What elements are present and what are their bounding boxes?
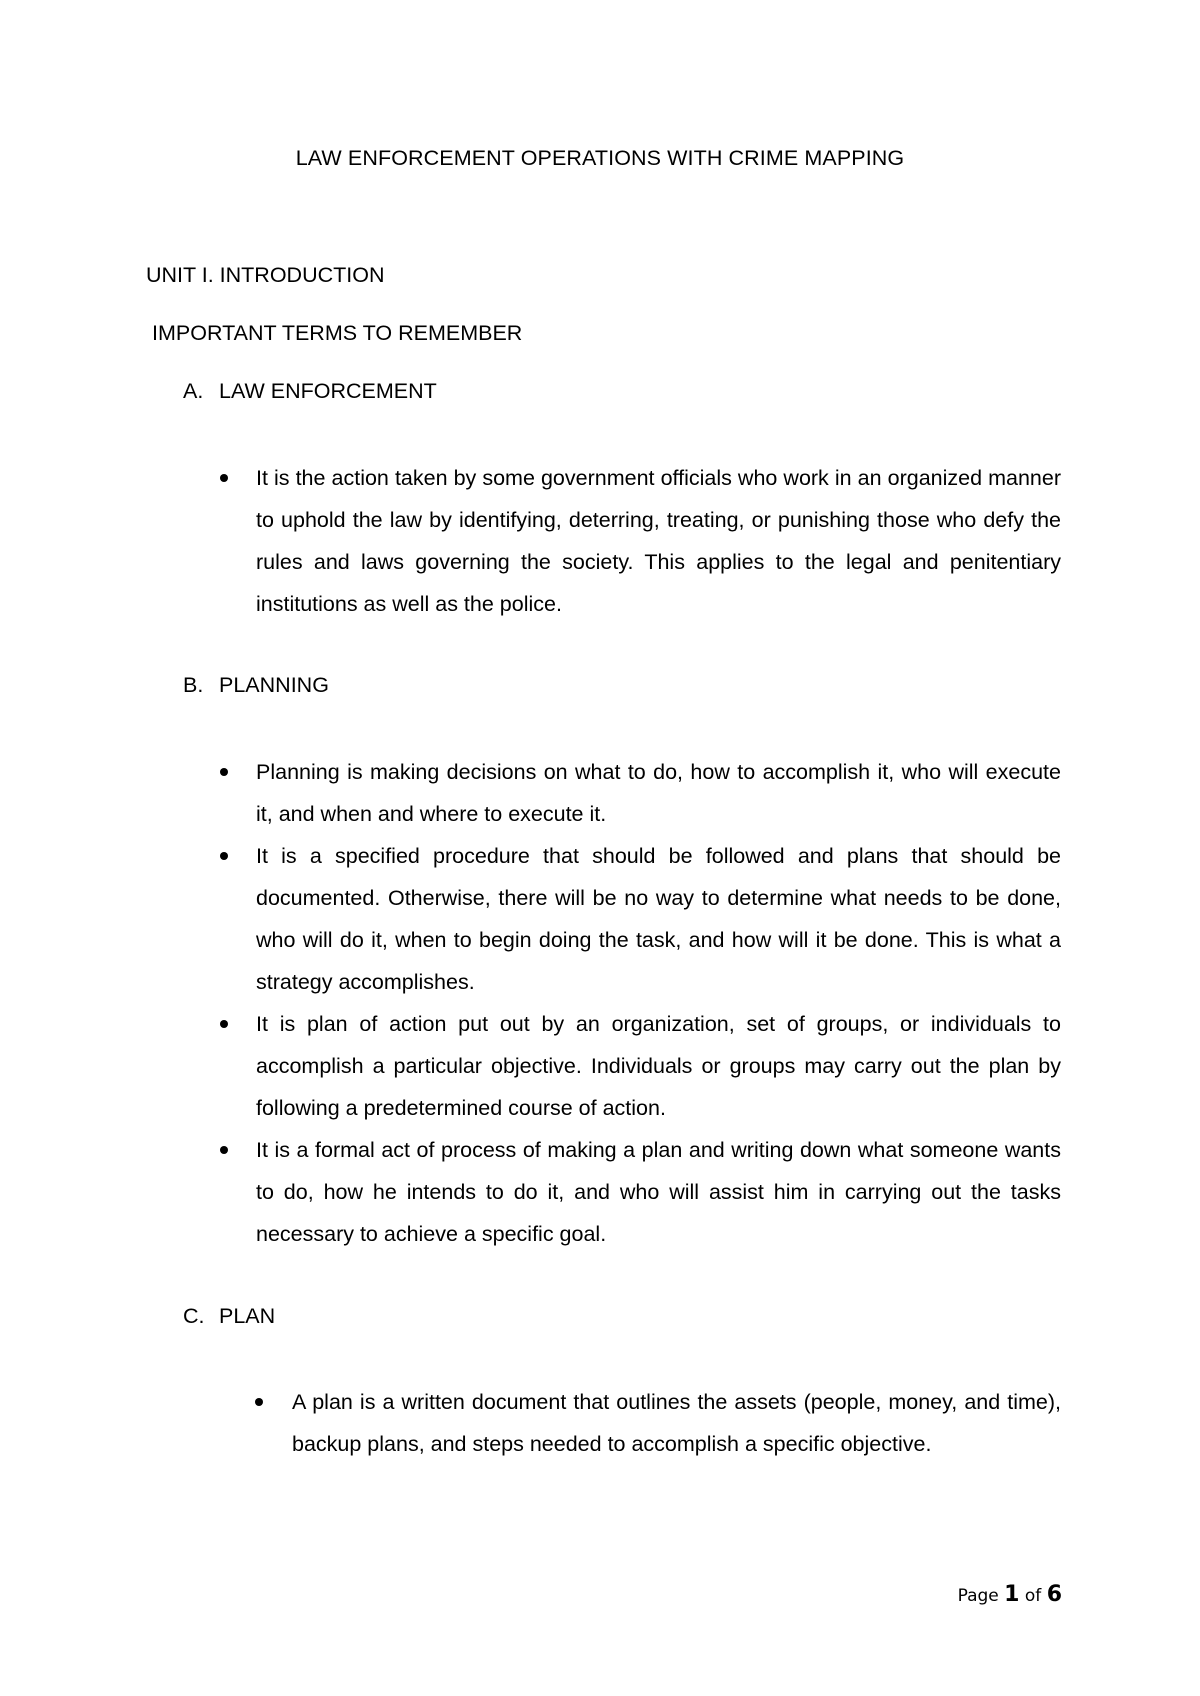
- bullet-icon: [220, 852, 228, 860]
- bullet-icon: [220, 768, 228, 776]
- list-item-text: It is plan of action put out by an organization, set of groups, or individuals to accomplish a particular objective. Individuals or groups may carry out the plan by following a predetermined course of action.: [256, 1012, 1061, 1120]
- list-item-text: A plan is a written document that outlines the assets (people, money, and time), backup plans, and steps needed to accomplish a specific objective.: [292, 1390, 1061, 1456]
- list-item-text: It is the action taken by some government officials who work in an organized manner to uphold the law by identifying, deterring, treating, or punishing those who defy the rules and laws governing the society. This applies to the legal and penitentiary institutions as well as the police.: [256, 466, 1061, 616]
- list-item: [256, 457, 1061, 625]
- unit-heading: UNIT I. INTRODUCTION: [146, 263, 385, 287]
- section-title: PLANNING: [219, 673, 329, 697]
- bullet-icon: [220, 474, 228, 482]
- page-number-footer: [958, 1582, 1062, 1607]
- law-enforcement-list: [256, 457, 1061, 625]
- section-heading-law-enforcement: [183, 379, 437, 404]
- section-letter: B.: [183, 673, 204, 697]
- bullet-icon: [220, 1146, 228, 1154]
- list-item: [256, 1129, 1061, 1255]
- terms-heading: IMPORTANT TERMS TO REMEMBER: [152, 321, 523, 345]
- section-title: PLAN: [219, 1304, 276, 1328]
- planning-list: [256, 751, 1061, 1255]
- document-title: LAW ENFORCEMENT OPERATIONS WITH CRIME MAPPING: [295, 146, 905, 170]
- section-letter: A.: [183, 379, 204, 403]
- page-label: Page: [957, 1586, 999, 1606]
- of-label: of: [1024, 1586, 1042, 1606]
- bullet-icon: [220, 1020, 228, 1028]
- bullet-icon: [255, 1398, 263, 1406]
- list-item-text: It is a formal act of process of making a plan and writing down what someone wants to do, how he intends to do it, and who will assist him in carrying out the tasks necessary to achieve a specific goal.: [256, 1138, 1061, 1246]
- current-page-number: 1: [1004, 1582, 1020, 1607]
- section-heading-planning: [183, 673, 329, 698]
- list-item-text: It is a specified procedure that should be followed and plans that should be documented. Otherwise, there will be no way to determine what needs to be done, who will do it, when to begin doing the task, and how will it be done. This is what a strategy accomplishes.: [256, 844, 1061, 994]
- list-item: [292, 1381, 1061, 1465]
- plan-list: [292, 1381, 1061, 1465]
- list-item: [256, 1003, 1061, 1129]
- section-title: LAW ENFORCEMENT: [219, 379, 437, 403]
- list-item: [256, 835, 1061, 1003]
- section-letter: C.: [183, 1304, 205, 1328]
- list-item-text: Planning is making decisions on what to do, how to accomplish it, who will execute it, and when and where to execute it.: [256, 760, 1061, 826]
- total-pages-number: 6: [1046, 1582, 1062, 1607]
- list-item: [256, 751, 1061, 835]
- section-heading-plan: [183, 1304, 275, 1329]
